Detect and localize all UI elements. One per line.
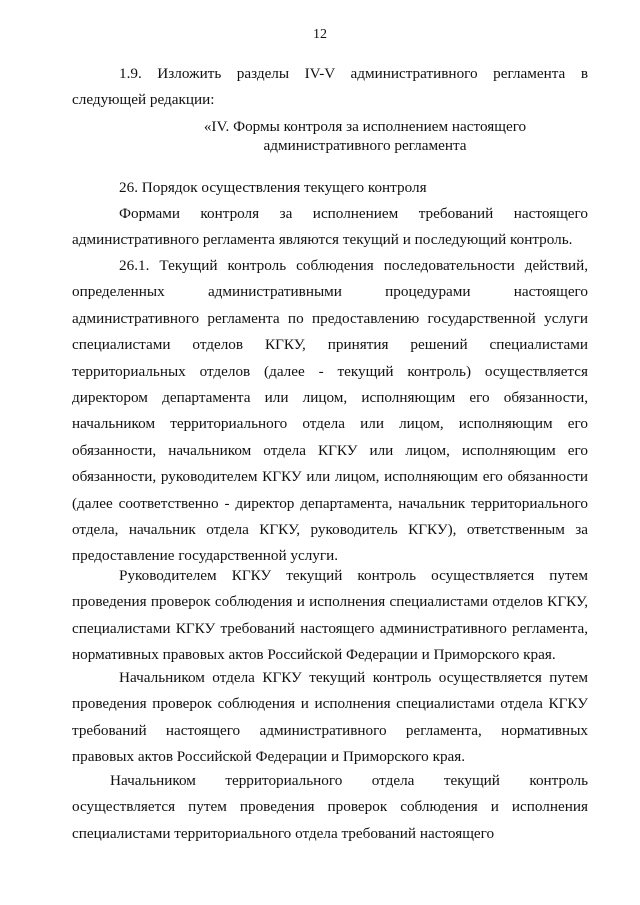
section-heading-line-1: «IV. Формы контроля за исполнением настоящего <box>203 118 527 135</box>
paragraph-2: 26.1. Текущий контроль соблюдения последовательности действий, определенных административными процедурами настоящего административного регламента по предоставлению государственной услуги специалистами отделов КГКУ, принятия решений специалистами территориальных отделов (далее - текущий контроль) осуществляется директором департамента или лицом, исполняющим его обязанности, начальником территориального отдела или лицом, исполняющим его обязанности, начальником отдела КГКУ или лицом, исполняющим его обязанности, руководителем КГКУ или лицом, исполняющим его обязанности (далее соответственно - директор департамента, начальник территориального отдела, начальник отдела КГКУ, руководитель КГКУ), ответственным за предоставление государственной услуги. <box>72 257 588 565</box>
paragraph-3: Руководителем КГКУ текущий контроль осуществляется путем проведения проверок соблюдения и исполнения специалистами отделов КГКУ, специалистами КГКУ требований настоящего административного регламента, нормативных правовых актов Российской Федерации и Приморского края. <box>72 567 588 664</box>
paragraph-1: Формами контроля за исполнением требований настоящего административного регламента являются текущий и последующий контроль. <box>72 205 588 249</box>
section-heading-line-2: административного регламента <box>263 137 467 154</box>
paragraph-4: Начальником отдела КГКУ текущий контроль осуществляется путем проведения проверок соблюдения и исполнения специалистами отдела КГКУ требований настоящего административного регламента, нормативных правовых актов Российской Федерации и Приморского края. <box>72 669 588 766</box>
item-1-9-line-1: 1.9. Изложить разделы IV-V административного регламента в <box>119 65 588 82</box>
page-number: 12 <box>313 27 327 42</box>
item-1-9-line-2: следующей редакции: <box>72 91 215 108</box>
paragraph-5: Начальником территориального отдела текущий контроль осуществляется путем проведения проверок соблюдения и исполнения специалистами территориального отдела требований настоящего <box>72 772 588 842</box>
subsection-26-title: 26. Порядок осуществления текущего контроля <box>119 179 427 196</box>
